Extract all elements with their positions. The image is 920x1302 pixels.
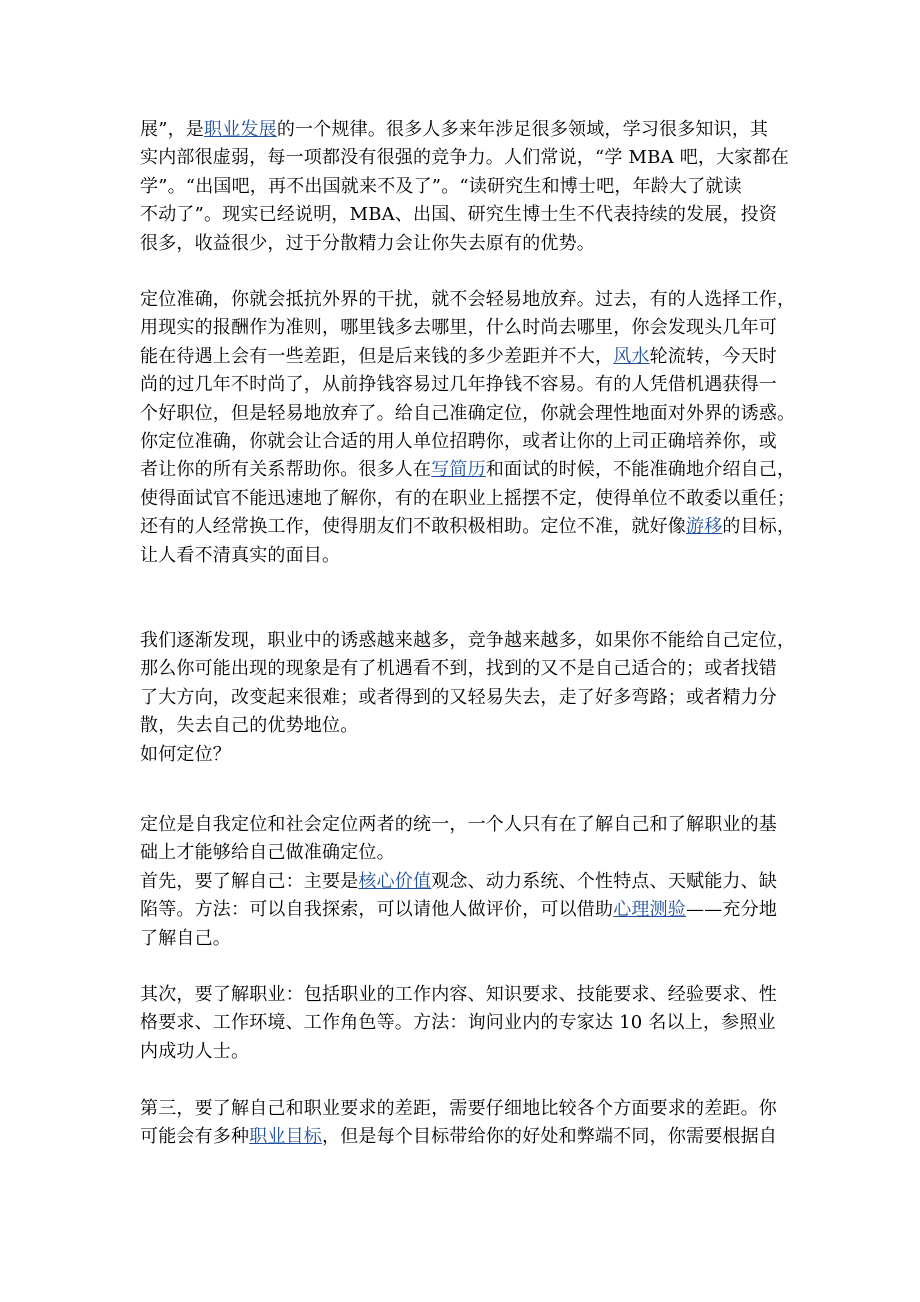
text-run: 用现实的报酬作为准则，哪里钱多去哪里，什么时尚去哪里，你会发现头几年可 [140,317,777,339]
text-line [140,627,796,655]
text-run: 内成功人士。 [140,1040,250,1062]
text-line [140,1123,785,1151]
text-line [140,1095,785,1123]
inline-link[interactable]: 风水 [613,345,650,367]
text-line [140,144,789,172]
text-run: ，但是每个目标带给你的好处和弊端不同，你需要根据自 [322,1126,778,1148]
text-run: 展”，是 [140,119,205,140]
text-line [140,1009,785,1037]
text-line [140,712,785,740]
paragraph-temptations [140,627,796,769]
text-run: 我们逐渐发现，职业中的诱惑越来越多，竞争越来越多，如果你不能给自己定位， [140,630,796,651]
text-line [140,286,796,314]
text-line [140,428,785,456]
text-line [140,1038,785,1066]
text-run: 陷等。方法：可以自我探索，可以请他人做评价，可以借助 [140,899,614,921]
text-line [140,314,785,342]
text-line [140,371,785,399]
text-run: 其次，要了解职业：包括职业的工作内容、知识要求、技能要求、经验要求、性 [140,984,777,1005]
text-run: 你定位准确，你就会让合适的用人单位招聘你，或者让你的上司正确培养你，或 [140,431,777,453]
text-run: 能在待遇上会有一些差距，但是后来钱的多少差距并不大， [140,345,614,367]
text-run: 让人看不清真实的面目。 [140,544,341,566]
paragraph-gap-analysis [140,1095,785,1152]
text-run: 了大方向，改变起来很难；或者得到的又轻易失去，走了好多弯路；或者精力分 [140,686,777,708]
text-run: 还有的人经常换工作，使得朋友们不敢积极相助。定位不准，就好像 [140,516,686,538]
text-line [140,230,785,258]
text-run: 那么你可能出现的现象是有了机遇看不到，找到的又不是自己适合的；或者找错 [140,658,777,680]
text-run: ——充分地 [686,899,778,921]
text-line [140,981,785,1009]
text-run: 观念、动力系统、个性特点、天赋能力、缺 [431,870,778,892]
text-line [140,116,785,144]
text-run: 个好职位，但是轻易地放弃了。给自己准确定位，你就会理性地面对外界的诱惑。 [140,402,796,424]
text-run: 定位准确，你就会抵抗外界的干扰，就不会轻易地放弃。过去，有的人选择工作， [140,289,796,310]
text-line [140,655,785,683]
inline-link[interactable]: 心理测验 [613,899,687,921]
text-run: 者让你的所有关系帮助你。很多人在 [140,459,432,481]
text-line [140,811,785,839]
text-run: 了解自己。 [140,927,231,949]
text-run: 实内部很虚弱，每一项都没有很强的竞争力。人们常说，“学 MBA 吧，大家都在 [140,147,789,169]
paragraph-career-development [140,116,789,258]
text-run: 可能会有多种 [140,1126,250,1148]
text-run: 轮流转，今天时 [649,345,778,367]
text-line [140,456,796,484]
text-line [140,868,785,896]
text-run: 格要求、工作环境、工作角色等。方法：询问业内的专家达 10 名以上，参照业 [140,1012,776,1034]
inline-link[interactable]: 游移 [686,516,723,538]
text-run: 的一个规律。很多人多来年涉足很多领域，学习很多知识，其 [276,119,769,140]
text-run: 使得面试官不能迅速地了解你，有的在职业上摇摆不定，使得单位不敢委以重任； [140,487,796,509]
text-line [140,741,785,769]
text-run: 础上才能够给自己做准确定位。 [140,842,395,864]
text-run: 尚的过几年不时尚了，从前挣钱容易过几年挣钱不容易。有的人凭借机遇获得一 [140,374,777,396]
paragraph-how-to-position [140,811,785,953]
text-line [140,201,785,229]
text-line [140,400,796,428]
text-line [140,925,785,953]
text-run: 散，失去自己的优势地位。 [140,715,359,737]
text-run: 定位是自我定位和社会定位两者的统一，一个人只有在了解自己和了解职业的基 [140,814,777,835]
text-line [140,839,785,867]
text-run: 和面试的时候，不能准确地介绍自己， [485,459,796,481]
inline-link[interactable]: 职业目标 [249,1126,323,1148]
text-run: 很多，收益很少，过于分散精力会让你失去原有的优势。 [140,232,595,254]
inline-link[interactable]: 职业发展 [204,119,277,140]
text-line [140,896,785,924]
paragraph-accurate-positioning [140,286,796,570]
text-line [140,513,796,541]
text-line [140,485,796,513]
text-line [140,684,785,712]
text-line [140,542,785,570]
inline-link[interactable]: 写简历 [431,459,486,481]
text-run: 学”。“出国吧，再不出国就来不及了”。“读研究生和博士吧，年龄大了就读 [140,175,742,197]
text-run: 不动了”。现实已经说明，MBA、出国、研究生博士生不代表持续的发展，投资 [140,204,778,226]
text-line [140,173,785,201]
text-run: 第三，要了解自己和职业要求的差距，需要仔细地比较各个方面要求的差距。你 [140,1098,777,1119]
text-line [140,343,785,371]
inline-link[interactable]: 核心价值 [358,870,432,892]
text-run: 如何定位？ [140,743,231,765]
paragraph-understand-career [140,981,785,1066]
text-run: 的目标， [722,516,796,538]
text-run: 首先，要了解自己：主要是 [140,870,359,892]
